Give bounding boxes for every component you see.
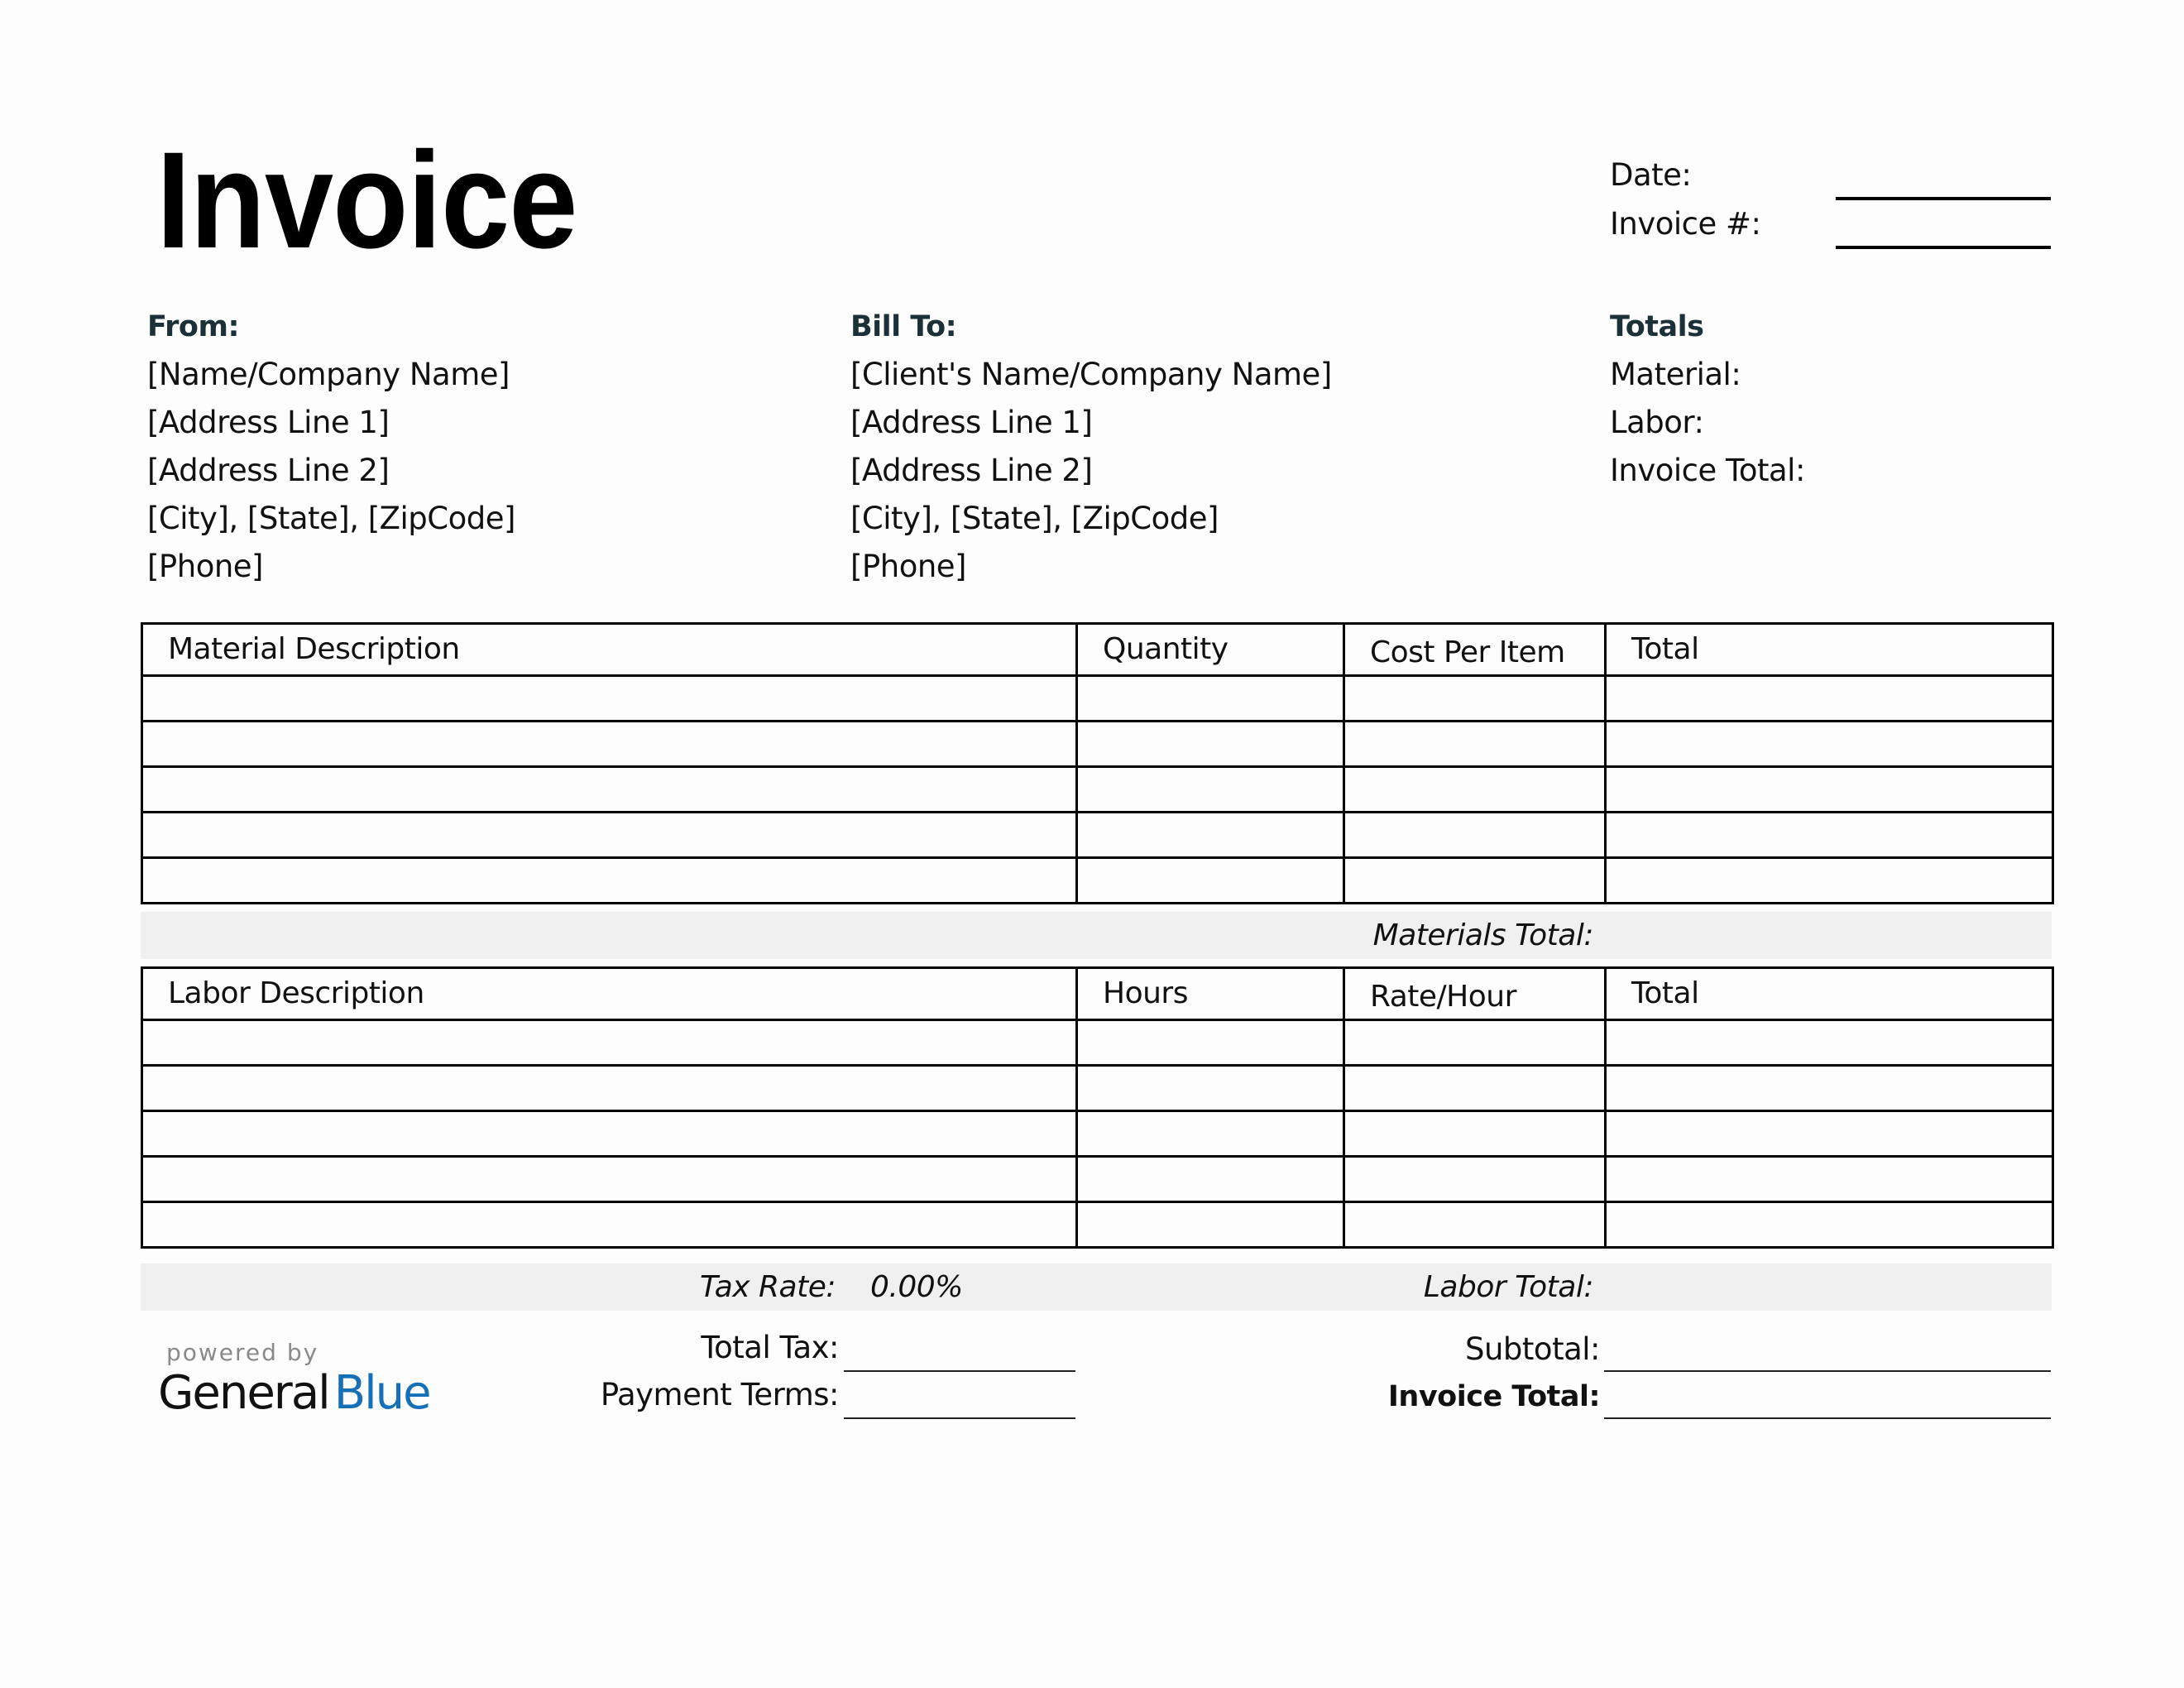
rate-cell[interactable] [1344, 1157, 1606, 1202]
labor-description-cell[interactable] [142, 1202, 1077, 1248]
bill-to-name[interactable]: [Client's Name/Company Name] [850, 357, 1332, 392]
total-cell[interactable] [1606, 1066, 2053, 1111]
date-label: Date: [1610, 157, 1692, 193]
table-row [142, 858, 2053, 904]
col-labor-description: Labor Description [142, 968, 1077, 1020]
table-row [142, 676, 2053, 722]
hours-cell[interactable] [1077, 1020, 1344, 1066]
labor-description-cell[interactable] [142, 1066, 1077, 1111]
brand-blue: Blue [333, 1366, 430, 1420]
col-cost-per-item: Cost Per Item [1344, 624, 1606, 676]
cost-cell[interactable] [1344, 813, 1606, 858]
from-block [147, 303, 515, 591]
labor-table [141, 966, 2054, 1249]
total-cell[interactable] [1606, 676, 2053, 722]
total-cell[interactable] [1606, 1020, 2053, 1066]
from-city-state-zip[interactable]: [City], [State], [ZipCode] [147, 501, 515, 536]
totals-block [1610, 303, 1805, 495]
materials-total-label: Materials Total: [1372, 918, 1593, 952]
from-phone[interactable]: [Phone] [147, 549, 263, 584]
table-row [142, 1157, 2053, 1202]
hours-cell[interactable] [1077, 1111, 1344, 1157]
from-name[interactable]: [Name/Company Name] [147, 357, 510, 392]
quantity-cell[interactable] [1077, 676, 1344, 722]
hours-cell[interactable] [1077, 1157, 1344, 1202]
bill-to-address-2[interactable]: [Address Line 2] [850, 453, 1093, 488]
invoice-number-field[interactable] [1836, 246, 2051, 249]
rate-cell[interactable] [1344, 1111, 1606, 1157]
from-heading: From: [147, 310, 239, 343]
bill-to-block [850, 303, 1332, 591]
bill-to-heading: Bill To: [850, 310, 957, 343]
table-row [142, 767, 2053, 813]
generalblue-logo[interactable] [158, 1367, 430, 1420]
bill-to-address-1[interactable]: [Address Line 1] [850, 405, 1093, 440]
table-row [142, 1020, 2053, 1066]
materials-header-row [142, 624, 2053, 676]
invoice-total-label: Invoice Total: [1387, 1380, 1600, 1413]
from-address-2[interactable]: [Address Line 2] [147, 453, 390, 488]
labor-description-cell[interactable] [142, 1020, 1077, 1066]
brand-general: General [158, 1366, 329, 1420]
total-cell[interactable] [1606, 1202, 2053, 1248]
hours-cell[interactable] [1077, 1202, 1344, 1248]
invoice-total-field[interactable] [1604, 1417, 2051, 1419]
materials-total-band [141, 912, 2052, 959]
quantity-cell[interactable] [1077, 767, 1344, 813]
labor-description-cell[interactable] [142, 1111, 1077, 1157]
labor-total-label: Labor Total: [1423, 1270, 1593, 1304]
date-field[interactable] [1836, 197, 2051, 200]
rate-cell[interactable] [1344, 1020, 1606, 1066]
table-row [142, 1066, 2053, 1111]
col-hours: Hours [1077, 968, 1344, 1020]
bill-to-city-state-zip[interactable]: [City], [State], [ZipCode] [850, 501, 1219, 536]
quantity-cell[interactable] [1077, 722, 1344, 767]
totals-invoice-total-label: Invoice Total: [1610, 453, 1805, 488]
col-total: Total [1606, 968, 2053, 1020]
col-material-description: Material Description [142, 624, 1077, 676]
cost-cell[interactable] [1344, 722, 1606, 767]
material-description-cell[interactable] [142, 722, 1077, 767]
table-row [142, 813, 2053, 858]
col-total: Total [1606, 624, 2053, 676]
material-description-cell[interactable] [142, 813, 1077, 858]
total-cell[interactable] [1606, 1111, 2053, 1157]
total-cell[interactable] [1606, 767, 2053, 813]
material-description-cell[interactable] [142, 858, 1077, 904]
material-description-cell[interactable] [142, 767, 1077, 813]
tax-rate-label: Tax Rate: [700, 1270, 836, 1304]
total-tax-field[interactable] [844, 1370, 1075, 1372]
quantity-cell[interactable] [1077, 858, 1344, 904]
materials-table [141, 622, 2054, 904]
tax-rate-value[interactable]: 0.00% [870, 1270, 963, 1304]
total-cell[interactable] [1606, 813, 2053, 858]
totals-heading: Totals [1610, 310, 1704, 343]
material-description-cell[interactable] [142, 676, 1077, 722]
total-tax-label: Total Tax: [701, 1330, 839, 1365]
payment-terms-field[interactable] [844, 1417, 1075, 1419]
table-row [142, 722, 2053, 767]
from-address-1[interactable]: [Address Line 1] [147, 405, 390, 440]
totals-labor-label: Labor: [1610, 405, 1704, 440]
subtotal-field[interactable] [1604, 1370, 2051, 1372]
invoice-title: Invoice [156, 124, 577, 277]
bill-to-phone[interactable]: [Phone] [850, 549, 966, 584]
subtotal-label: Subtotal: [1465, 1331, 1600, 1367]
labor-header-row [142, 968, 2053, 1020]
total-cell[interactable] [1606, 1157, 2053, 1202]
quantity-cell[interactable] [1077, 813, 1344, 858]
cost-cell[interactable] [1344, 676, 1606, 722]
cost-cell[interactable] [1344, 767, 1606, 813]
invoice-number-label: Invoice #: [1610, 206, 1761, 242]
hours-cell[interactable] [1077, 1066, 1344, 1111]
total-cell[interactable] [1606, 858, 2053, 904]
rate-cell[interactable] [1344, 1066, 1606, 1111]
col-quantity: Quantity [1077, 624, 1344, 676]
table-row [142, 1202, 2053, 1248]
cost-cell[interactable] [1344, 858, 1606, 904]
total-cell[interactable] [1606, 722, 2053, 767]
labor-total-band [141, 1264, 2052, 1311]
labor-description-cell[interactable] [142, 1157, 1077, 1202]
rate-cell[interactable] [1344, 1202, 1606, 1248]
totals-material-label: Material: [1610, 357, 1741, 392]
payment-terms-label: Payment Terms: [600, 1377, 839, 1412]
table-row [142, 1111, 2053, 1157]
col-rate-per-hour: Rate/Hour [1344, 968, 1606, 1020]
powered-by-text: powered by [166, 1339, 319, 1366]
